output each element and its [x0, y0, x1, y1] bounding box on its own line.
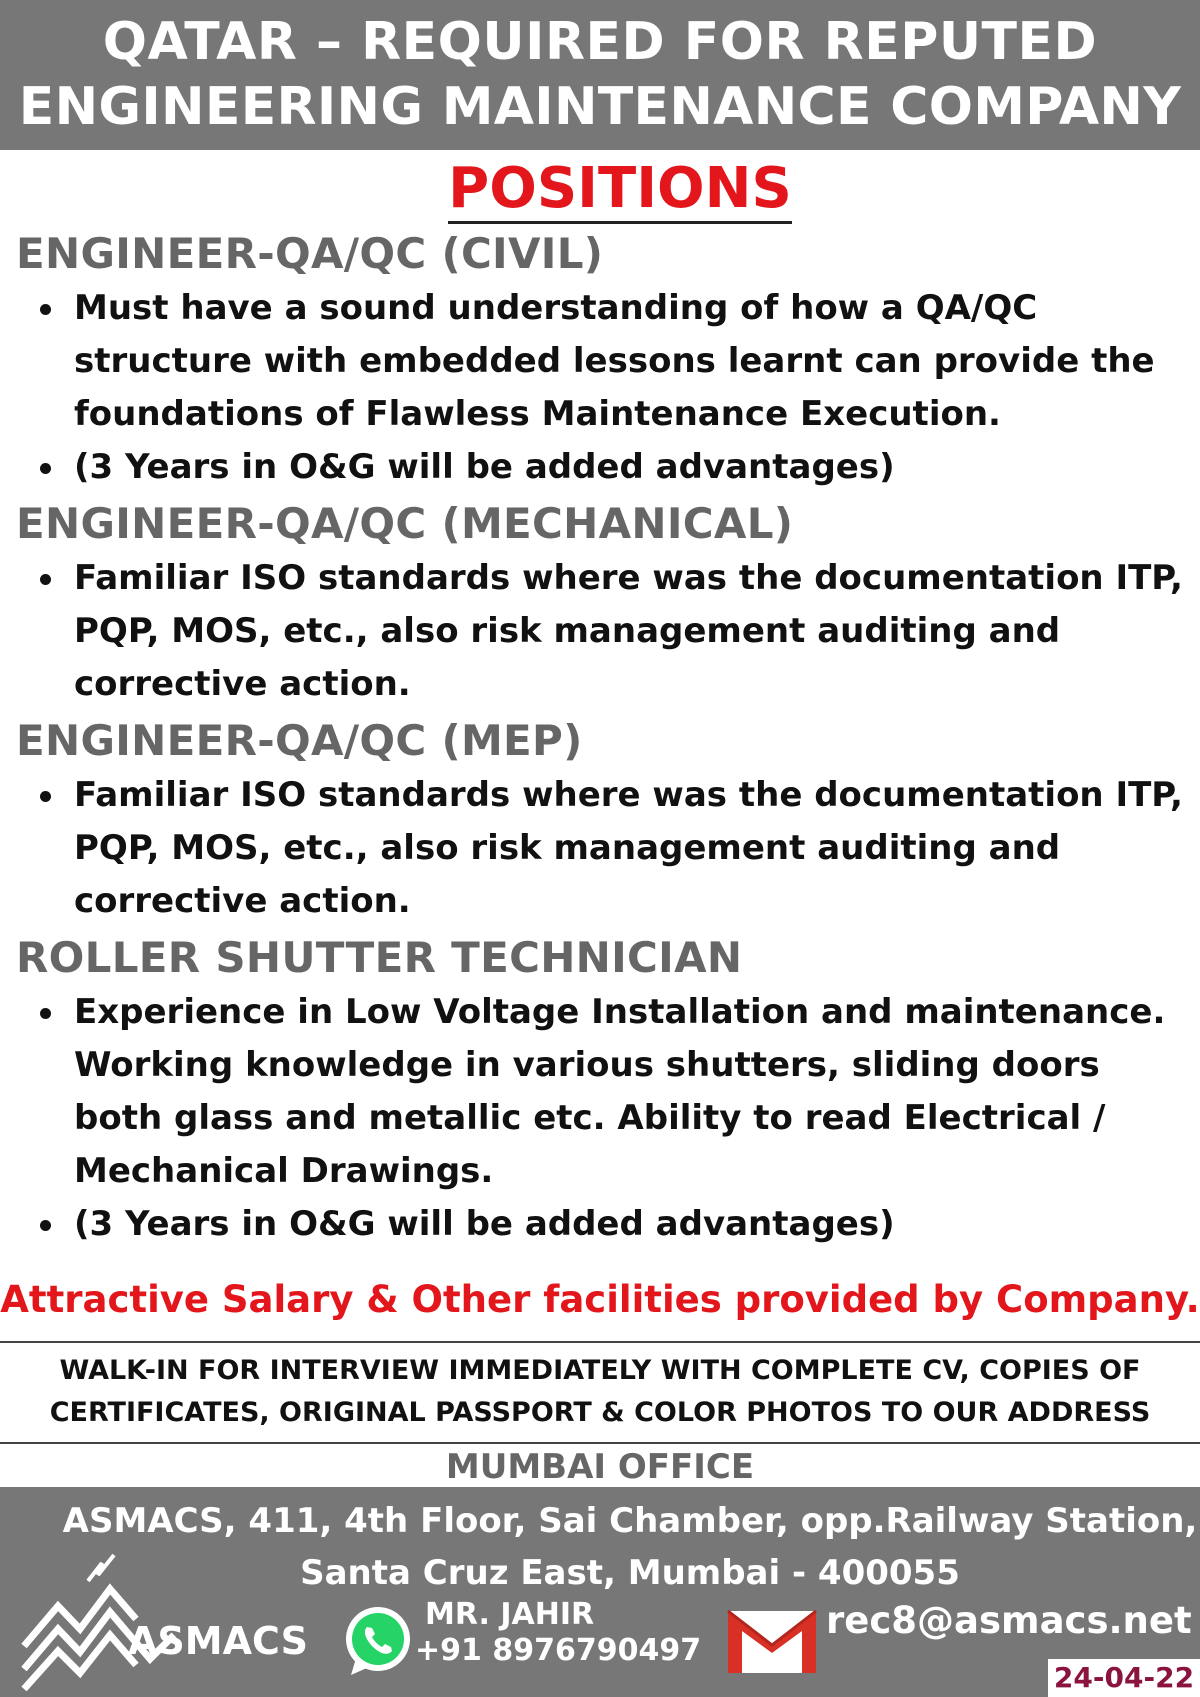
job-title: ROLLER SHUTTER TECHNICIAN	[16, 933, 743, 982]
post-date: 24-04-22	[1048, 1659, 1200, 1697]
footer-banner	[0, 1487, 1200, 1697]
walkin-notice	[0, 1350, 1200, 1434]
job-mep	[16, 713, 1186, 928]
office-label: MUMBAI OFFICE	[445, 1447, 755, 1487]
job-bullet: (3 Years in O&G will be added advantages)	[74, 441, 1186, 494]
job-bullets	[16, 769, 1186, 928]
job-bullets	[16, 552, 1186, 711]
job-title: ENGINEER-QA/QC (MECHANICAL)	[16, 499, 794, 548]
job-bullets	[16, 282, 1186, 494]
walkin-line-1: WALK-IN FOR INTERVIEW IMMEDIATELY WITH COMPLETE CV, COPIES OF	[59, 1355, 1141, 1386]
job-bullet: Familiar ISO standards where was the documentation ITP, PQP, MOS, etc., also risk management auditing and corrective action.	[74, 769, 1186, 928]
job-bullets	[16, 986, 1186, 1251]
salary-note: Attractive Salary & Other facilities provided by Company.	[0, 1278, 1200, 1321]
job-bullet: Experience in Low Voltage Installation and maintenance. Working knowledge in various shutters, sliding doors both glass and metallic etc. Ability to read Electrical / Mechanical Drawings.	[74, 986, 1186, 1198]
contact-email[interactable]: rec8@asmacs.net	[826, 1599, 1192, 1642]
walkin-line-2: CERTIFICATES, ORIGINAL PASSPORT & COLOR PHOTOS TO OUR ADDRESS	[49, 1397, 1151, 1428]
job-civil	[16, 226, 1186, 494]
divider	[0, 1341, 1200, 1343]
positions-heading-text: POSITIONS	[448, 156, 792, 224]
job-bullet: (3 Years in O&G will be added advantages)	[74, 1198, 1186, 1251]
header-line-1: QATAR – REQUIRED FOR REPUTED	[102, 12, 1098, 72]
job-title: ENGINEER-QA/QC (MEP)	[16, 716, 583, 765]
job-mechanical	[16, 496, 1186, 711]
header-line-2: ENGINEERING MAINTENANCE COMPANY	[18, 77, 1182, 137]
contact-name: MR. JAHIR	[425, 1597, 595, 1632]
divider	[0, 1442, 1200, 1444]
job-list	[16, 226, 1186, 1253]
address-line-1: ASMACS, 411, 4th Floor, Sai Chamber, opp.Railway Station,	[62, 1501, 1198, 1541]
job-title: ENGINEER-QA/QC (CIVIL)	[16, 229, 604, 278]
contact-phone[interactable]: +91 8976790497	[415, 1633, 702, 1668]
address-line-2: Santa Cruz East, Mumbai - 400055	[300, 1553, 960, 1593]
mail-icon[interactable]	[726, 1607, 818, 1677]
positions-heading	[0, 154, 1200, 224]
header-banner	[0, 0, 1200, 150]
job-roller-shutter	[16, 930, 1186, 1251]
logo-text: ASMACS	[128, 1619, 308, 1663]
whatsapp-icon[interactable]	[337, 1601, 417, 1681]
job-bullet: Must have a sound understanding of how a QA/QC structure with embedded lessons learnt can provide the foundations of Flawless Maintenance Execution.	[74, 282, 1186, 441]
job-bullet: Familiar ISO standards where was the documentation ITP, PQP, MOS, etc., also risk management auditing and corrective action.	[74, 552, 1186, 711]
